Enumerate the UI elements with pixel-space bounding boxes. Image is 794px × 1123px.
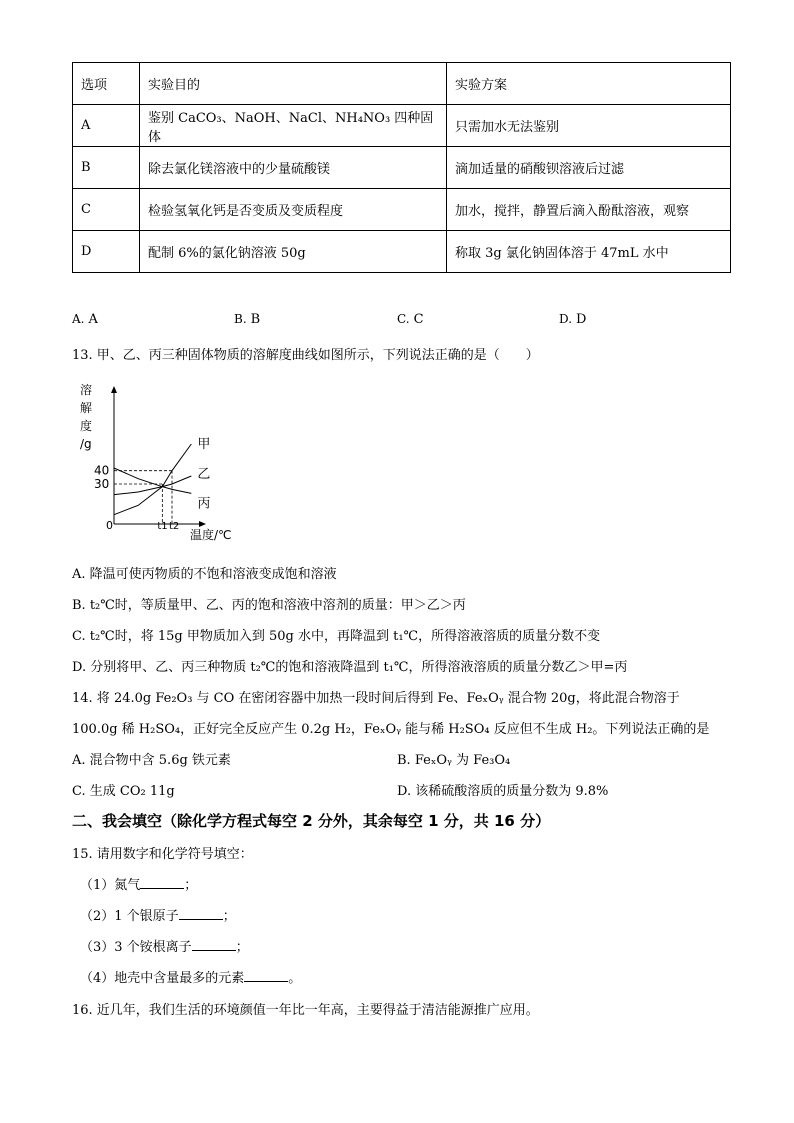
choice-text: B (250, 312, 261, 327)
question-14-option-a[interactable]: A. 混合物中含 5.6g 铁元素 (72, 753, 231, 768)
answer-choice-d[interactable] (559, 312, 586, 327)
fill-item (80, 874, 197, 893)
table-cell-option: B (73, 147, 140, 189)
section-heading: 二、我会填空（除化学方程式每空 2 分外，其余每空 1 分，共 16 分） (72, 812, 551, 830)
fill-item-end: ； (235, 940, 249, 955)
fill-item-end: 。 (288, 971, 302, 986)
choice-letter: B. (234, 312, 247, 326)
table-cell-option: D (73, 231, 140, 273)
fill-item-label: （4）地壳中含量最多的元素 (80, 971, 245, 986)
x-tick-t1: t1 (157, 521, 168, 532)
question-14-line-1: 14. 将 24.0g Fe₂O₃ 与 CO 在密闭容器中加热一段时间后得到 Fe、FeₓOᵧ 混合物 20g，将此混合物溶于 (72, 691, 680, 706)
fill-blank[interactable] (140, 876, 184, 889)
question-13-option-d[interactable]: D. 分别将甲、乙、丙三种物质 t₂℃的饱和溶液降温到 t₁℃，所得溶液溶质的质量分数乙＞甲=丙 (72, 660, 628, 675)
table-cell-purpose: 鉴别 CaCO₃、NaOH、NaCl、NH₄NO₃ 四种固体 (140, 105, 447, 147)
chart-guide-lines (114, 471, 172, 524)
fill-blank[interactable] (244, 969, 288, 982)
chart-curves (114, 444, 191, 515)
question-14-option-c[interactable]: C. 生成 CO₂ 11g (72, 784, 175, 799)
table-row (73, 189, 731, 231)
choice-text: D (576, 312, 587, 327)
label-bing: 丙 (197, 496, 211, 512)
y-tick-40: 40 (94, 463, 110, 478)
chart-ylabel-char: 解 (80, 401, 93, 415)
table-cell-option: A (73, 105, 140, 147)
question-15-stem: 15. 请用数字和化学符号填空： (72, 847, 253, 862)
fill-item-label: （1）氮气 (80, 878, 141, 893)
choice-text: C (413, 312, 424, 327)
table-header-cell: 选项 (73, 63, 140, 105)
fill-item-end: ； (184, 878, 198, 893)
question-13-option-c[interactable]: C. t₂℃时，将 15g 甲物质加入到 50g 水中，再降温到 t₁℃，所得溶液溶质的质量分数不变 (72, 629, 601, 644)
fill-blank[interactable] (192, 938, 236, 951)
choice-text: A (88, 312, 98, 327)
fill-item (80, 967, 301, 986)
table-cell-purpose: 除去氯化镁溶液中的少量硫酸镁 (140, 147, 447, 189)
origin-label: 0 (106, 519, 113, 532)
chart-ylabel-char: /g (80, 437, 92, 451)
table-cell-purpose: 检验氢氧化钙是否变质及变质程度 (140, 189, 447, 231)
question-13-stem: 13. 甲、乙、丙三种固体物质的溶解度曲线如图所示，下列说法正确的是（ ） (72, 348, 539, 363)
question-13-option-b[interactable]: B. t₂℃时，等质量甲、乙、丙的饱和溶液中溶剂的质量：甲＞乙＞丙 (72, 598, 466, 613)
table-cell-purpose: 配制 6%的氯化钠溶液 50g (140, 231, 447, 273)
x-tick-t2: t2 (169, 521, 180, 532)
answer-choice-b[interactable] (234, 312, 260, 327)
chart-ylabel-char: 度 (80, 419, 93, 433)
chart-axes (111, 386, 206, 527)
label-jia: 甲 (197, 437, 211, 452)
question-14-option-d[interactable]: D. 该稀硫酸溶质的质量分数为 9.8% (397, 784, 609, 799)
question-16-stem: 16. 近几年，我们生活的环境颜值一年比一年高，主要得益于清洁能源推广应用。 (72, 1003, 539, 1018)
table-row (73, 231, 731, 273)
table-cell-plan: 滴加适量的硝酸钡溶液后过滤 (447, 147, 731, 189)
choice-letter: D. (559, 312, 573, 326)
curve-jia (114, 444, 191, 515)
table-header-cell: 实验方案 (447, 63, 731, 105)
table-row (73, 147, 731, 189)
table-row (73, 105, 731, 147)
answer-choice-c[interactable] (397, 312, 424, 327)
table-cell-plan: 加水，搅拌，静置后滴入酚酞溶液，观察 (447, 189, 731, 231)
curve-yi (114, 476, 191, 495)
table-cell-plan: 称取 3g 氯化钠固体溶于 47mL 水中 (447, 231, 731, 273)
chart-labels (94, 437, 232, 542)
question-13-option-a[interactable]: A. 降温可使丙物质的不饱和溶液变成饱和溶液 (72, 567, 337, 582)
fill-item (80, 936, 249, 955)
answer-choice-a[interactable] (72, 312, 98, 327)
question-14-option-b[interactable]: B. FeₓOᵧ 为 Fe₃O₄ (397, 753, 511, 768)
fill-blank[interactable] (179, 907, 223, 920)
choice-letter: C. (397, 312, 410, 326)
table-header-cell: 实验目的 (140, 63, 447, 105)
choice-letter: A. (72, 312, 85, 326)
chart-ylabel (80, 382, 92, 451)
table-header-row (73, 63, 731, 105)
fill-item (80, 905, 236, 924)
x-axis-label: 温度/℃ (190, 528, 232, 542)
fill-item-label: （2）1 个银原子 (80, 909, 179, 924)
fill-item-end: ； (222, 909, 236, 924)
solubility-chart (72, 376, 252, 546)
question-14-line-2: 100.0g 稀 H₂SO₄，正好完全反应产生 0.2g H₂，FeₓOᵧ 能与稀 H₂SO₄ 反应但不生成 H₂。下列说法正确的是 (72, 722, 710, 737)
chart-ylabel-char: 溶 (80, 383, 93, 397)
table-cell-plan: 只需加水无法鉴别 (447, 105, 731, 147)
options-table (72, 62, 731, 273)
table-cell-option: C (73, 189, 140, 231)
fill-item-label: （3）3 个铵根离子 (80, 940, 192, 955)
y-tick-30: 30 (94, 477, 110, 491)
label-yi: 乙 (197, 467, 211, 482)
